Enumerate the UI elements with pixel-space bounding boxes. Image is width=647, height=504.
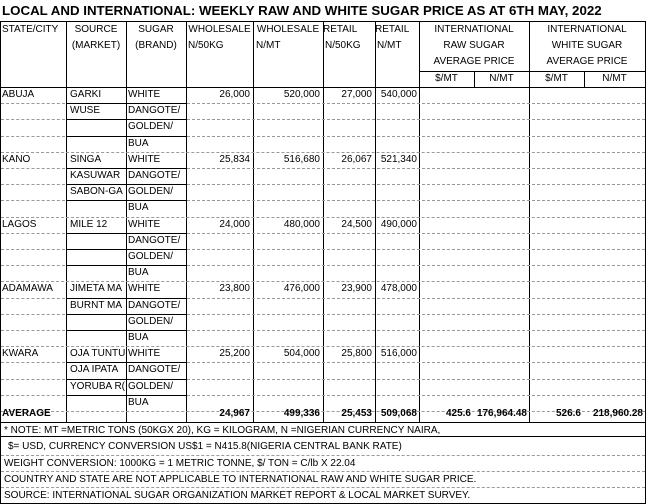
- average-raw-naira: 176,964.48: [476, 408, 527, 419]
- header-sugar: SUGAR: [138, 24, 174, 35]
- row-wholesale-kg: 25,834: [219, 153, 250, 165]
- gridline: [1, 298, 65, 299]
- gridline: [1, 136, 65, 137]
- row-state: KANO: [2, 153, 31, 165]
- header-raw-naira: N/MT: [489, 73, 514, 84]
- cell-border: [66, 379, 186, 380]
- row-wholesale-kg: 24,000: [219, 218, 250, 230]
- header-source: SOURCE: [74, 24, 118, 35]
- cell-border: [66, 184, 186, 185]
- cell-border: [66, 233, 186, 234]
- header-intl-white: INTERNATIONAL: [547, 24, 627, 35]
- header-wholesale-kg-unit: N/50KG: [188, 40, 224, 51]
- gridline: [1, 265, 65, 266]
- gridline: [187, 168, 645, 169]
- grid-line: [645, 422, 646, 504]
- row-brand: GOLDEN/: [128, 121, 174, 133]
- row-brand: DANGOTE/: [128, 170, 181, 181]
- row-state: KWARA: [2, 348, 39, 360]
- cell-border: [66, 103, 186, 104]
- row-retail-kg: 27,000: [341, 89, 372, 100]
- gridline: [1, 362, 65, 363]
- row-wholesale-mt: 516,680: [283, 153, 320, 165]
- row-retail-mt: 490,000: [380, 218, 417, 230]
- gridline: [1, 103, 65, 104]
- header-sugar-sub: (BRAND): [135, 40, 177, 51]
- average-wholesale-mt: 499,336: [283, 408, 320, 419]
- row-retail-kg: 24,500: [341, 218, 372, 230]
- gridline: [187, 233, 645, 234]
- row-market: BURNT MA: [70, 299, 123, 311]
- footnote: $= USD, CURRENCY CONVERSION US$1 = N415.8(NIGERIA CENTRAL BANK RATE): [8, 441, 402, 452]
- row-brand: BUA: [128, 267, 149, 279]
- cell-border: [66, 200, 186, 201]
- gridline: [187, 119, 645, 120]
- gridline: [187, 298, 645, 299]
- row-market: WUSE: [70, 105, 100, 117]
- header-white-naira: N/MT: [602, 73, 627, 84]
- header-retail-mt: RETAIL: [375, 24, 410, 35]
- row-brand: WHITE: [128, 348, 161, 360]
- cell-border: [66, 330, 186, 331]
- row-market: OJA IPATA: [70, 364, 119, 376]
- gridline: [1, 168, 65, 169]
- grid-line: [645, 21, 646, 422]
- gridline: [187, 362, 645, 363]
- header-intl-white-sub: WHITE SUGAR: [551, 40, 623, 51]
- gridline: [187, 184, 645, 185]
- header-intl-white-avg: AVERAGE PRICE: [546, 56, 628, 67]
- row-wholesale-mt: 480,000: [283, 218, 320, 230]
- footnote: COUNTRY AND STATE ARE NOT APPLICABLE TO INTERNATIONAL RAW AND WHITE SUGAR PRICE.: [4, 474, 477, 485]
- cell-border: [66, 362, 186, 363]
- row-state: ABUJA: [2, 89, 35, 100]
- gridline: [1, 314, 65, 315]
- gridline: [1, 379, 65, 380]
- gridline: [187, 136, 645, 137]
- average-label: AVERAGE: [2, 408, 51, 419]
- average-retail-mt: 509,068: [380, 408, 417, 419]
- header-retail-kg-unit: N/50KG: [325, 40, 361, 51]
- header-wholesale-mt-unit: N/MT: [256, 40, 281, 51]
- header-wholesale-kg: WHOLESALE: [188, 24, 251, 35]
- cell-border: [66, 119, 186, 120]
- footnote: * NOTE: MT =METRIC TONS (50KGX 20), KG = KILOGRAM, N =NIGERIAN CURRENCY NAIRA,: [4, 425, 441, 436]
- header-intl-raw-avg: AVERAGE PRICE: [433, 56, 515, 67]
- cell-border: [66, 265, 186, 266]
- gridline: [187, 103, 645, 104]
- header-raw-usd: $/MT: [435, 73, 458, 84]
- row-market: SINGA: [70, 153, 102, 165]
- average-retail-kg: 25,453: [341, 408, 372, 419]
- row-brand: WHITE: [128, 153, 161, 165]
- row-market: KASUWAR: [70, 170, 121, 181]
- gridline: [1, 119, 65, 120]
- row-market: SABON-GA: [70, 186, 123, 198]
- header-white-usd: $/MT: [545, 73, 568, 84]
- row-brand: DANGOTE/: [128, 299, 181, 311]
- row-market: MILE 12: [70, 218, 108, 230]
- gridline: [187, 379, 645, 380]
- row-retail-kg: 23,900: [341, 283, 372, 295]
- gridline: [187, 249, 645, 250]
- row-brand: BUA: [128, 137, 149, 149]
- header-state: STATE/CITY: [2, 24, 59, 35]
- row-brand: BUA: [128, 332, 149, 343]
- row-brand: WHITE: [128, 218, 161, 230]
- row-wholesale-mt: 504,000: [283, 348, 320, 360]
- row-retail-mt: 521,340: [380, 153, 417, 165]
- cell-border: [66, 298, 186, 299]
- gridline: [1, 184, 65, 185]
- average-white-usd: 526.6: [555, 408, 581, 419]
- footnote: SOURCE: INTERNATIONAL SUGAR ORGANIZATION MARKET REPORT & LOCAL MARKET SURVEY.: [4, 490, 471, 501]
- row-retail-kg: 25,800: [341, 348, 372, 360]
- row-brand: DANGOTE/: [128, 234, 181, 246]
- row-wholesale-kg: 26,000: [219, 89, 250, 100]
- row-retail-mt: 516,000: [380, 348, 417, 360]
- gridline: [1, 200, 65, 201]
- cell-border: [66, 249, 186, 250]
- gridline: [1, 455, 645, 456]
- row-brand: WHITE: [128, 283, 161, 295]
- row-market: YORUBA R(: [70, 380, 126, 392]
- gridline: [1, 233, 65, 234]
- gridline: [187, 395, 645, 396]
- page-title: LOCAL AND INTERNATIONAL: WEEKLY RAW AND WHITE SUGAR PRICE AS AT 6TH MAY, 2022: [2, 3, 602, 18]
- gridline: [187, 265, 645, 266]
- row-brand: DANGOTE/: [128, 364, 181, 376]
- row-retail-kg: 26,067: [341, 153, 372, 165]
- row-market: OJA TUNTU: [70, 348, 126, 360]
- gridline: [1, 471, 645, 472]
- row-brand: GOLDEN/: [128, 315, 174, 327]
- gridline: [1, 330, 65, 331]
- footnote: WEIGHT CONVERSION: 1000KG = 1 METRIC TONNE, $/ TON = C/lb X 22.04: [4, 458, 356, 469]
- average-wholesale-kg: 24,967: [219, 408, 250, 419]
- row-market: JIMETA MA: [70, 283, 123, 295]
- row-brand: BUA: [128, 202, 149, 214]
- row-brand: GOLDEN/: [128, 251, 174, 262]
- row-market: GARKI: [70, 89, 102, 100]
- header-retail-kg: RETAIL: [323, 24, 358, 35]
- row-brand: BUA: [128, 396, 149, 408]
- grid-line: [0, 422, 1, 504]
- row-wholesale-mt: 476,000: [283, 283, 320, 295]
- cell-border: [66, 136, 186, 137]
- gridline: [187, 200, 645, 201]
- gridline: [1, 395, 65, 396]
- row-wholesale-kg: 25,200: [219, 348, 250, 360]
- cell-border: [66, 395, 186, 396]
- average-raw-usd: 425.6: [445, 408, 471, 419]
- row-state: LAGOS: [2, 218, 37, 230]
- row-brand: WHITE: [128, 89, 161, 100]
- header-source-sub: (MARKET): [71, 40, 121, 51]
- gridline: [187, 330, 645, 331]
- cell-border: [66, 168, 186, 169]
- cell-border: [66, 314, 186, 315]
- row-brand: GOLDEN/: [128, 186, 174, 198]
- row-wholesale-kg: 23,800: [219, 283, 250, 295]
- gridline: [1, 249, 65, 250]
- average-white-naira: 218,960.28: [592, 408, 643, 419]
- header-intl-raw: INTERNATIONAL: [434, 24, 514, 35]
- row-retail-mt: 540,000: [380, 89, 417, 100]
- row-retail-mt: 478,000: [380, 283, 417, 295]
- gridline: [1, 487, 645, 488]
- header-wholesale-mt: WHOLESALE: [256, 24, 320, 35]
- gridline: [187, 314, 645, 315]
- row-wholesale-mt: 520,000: [283, 89, 320, 100]
- header-retail-mt-unit: N/MT: [377, 40, 402, 51]
- row-brand: GOLDEN/: [128, 380, 174, 392]
- header-intl-raw-sub: RAW SUGAR: [443, 40, 505, 51]
- row-brand: DANGOTE/: [128, 105, 181, 117]
- row-state: ADAMAWA: [2, 283, 53, 295]
